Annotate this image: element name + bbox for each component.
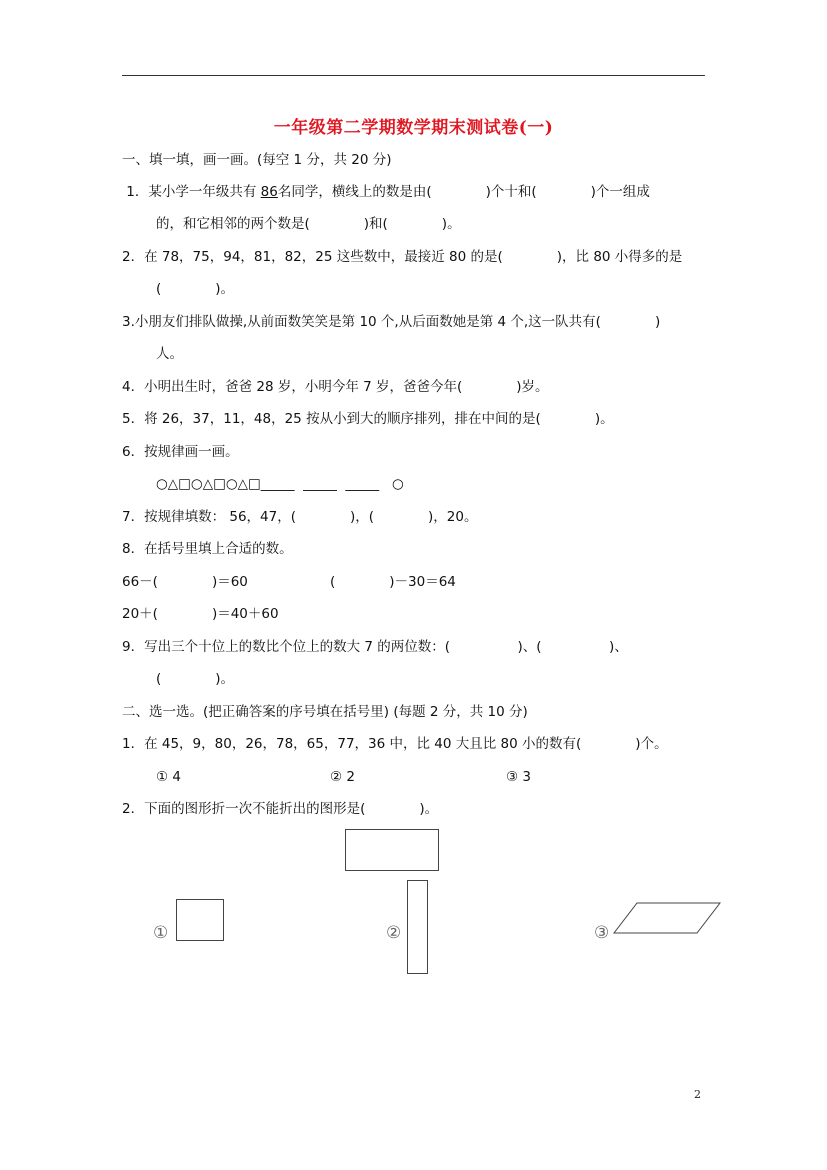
s2-question-1-line1: 1．在 45，9，80，26，78，65，77，36 中，比 40 大且比 80 小的数有( )个。: [122, 736, 668, 752]
s2-question-1-option-1: ① 4: [156, 769, 181, 785]
section2-heading: 二、选一选。(把正确答案的序号填在括号里) (每题 2 分，共 10 分): [122, 704, 528, 720]
question-3-line1: 3.小朋友们排队做操,从前面数笑笑是第 10 个,从后面数她是第 4 个,这一队共有( ): [122, 314, 661, 330]
question-1-line1: [122, 182, 650, 202]
question-3-line2: 人。: [156, 346, 183, 362]
source-rectangle-figure: [345, 829, 439, 871]
question-5: 5．将 26，37，11，48，25 按从小到大的顺序排列，排在中间的是( )。: [122, 411, 614, 427]
square-figure: [176, 899, 224, 941]
parallelogram-figure: [610, 898, 725, 938]
question-4: 4．小明出生时，爸爸 28 岁，小明今年 7 岁，爸爸今年( )岁。: [122, 379, 549, 395]
question-8-equation-1: 66－( )＝60: [122, 574, 248, 590]
question-7: 7．按规律填数： 56，47，( )，( )，20。: [122, 509, 478, 525]
question-6-pattern: ○△□○△□○△□_____ _____ _____ ○: [156, 476, 404, 492]
question-8-line1: 8．在括号里填上合适的数。: [122, 541, 293, 557]
page-number: 2: [694, 1088, 701, 1101]
question-6-line1: 6．按规律画一画。: [122, 444, 239, 460]
question-9-line1: 9．写出三个十位上的数比个位上的数大 7 的两位数：( )、( )、: [122, 639, 628, 655]
page-title: 一年级第二学期数学期末测试卷(一): [273, 118, 554, 138]
tall-rectangle-figure: [407, 880, 428, 974]
question-9-line2: ( )。: [156, 671, 235, 687]
question-1-number: 86: [260, 184, 278, 200]
header-rule: [122, 75, 705, 76]
question-2-line1: 2．在 78，75，94，81，82，25 这些数中，最接近 80 的是( )，比 80 小得多的是: [122, 249, 683, 265]
figure-label-1: ①: [153, 923, 169, 943]
figure-label-3: ③: [594, 923, 610, 943]
section1-heading: 一、填一填，画一画。(每空 1 分，共 20 分): [122, 152, 392, 168]
figure-label-2: ②: [386, 923, 402, 943]
s2-question-1-option-2: ② 2: [330, 769, 355, 785]
question-2-line2: ( )。: [156, 281, 235, 297]
question-1-pre: 1．某小学一年级共有: [122, 184, 261, 200]
s2-question-1-option-3: ③ 3: [506, 769, 531, 785]
question-8-equation-3: 20＋( )＝40＋60: [122, 606, 279, 622]
question-1-line2: 的，和它相邻的两个数是( )和( )。: [156, 216, 461, 232]
question-1-post: 名同学，横线上的数是由( )个十和( )个一组成: [277, 184, 650, 200]
question-8-equation-2: ( )－30＝64: [330, 574, 456, 590]
s2-question-2-line1: 2．下面的图形折一次不能折出的图形是( )。: [122, 801, 439, 817]
